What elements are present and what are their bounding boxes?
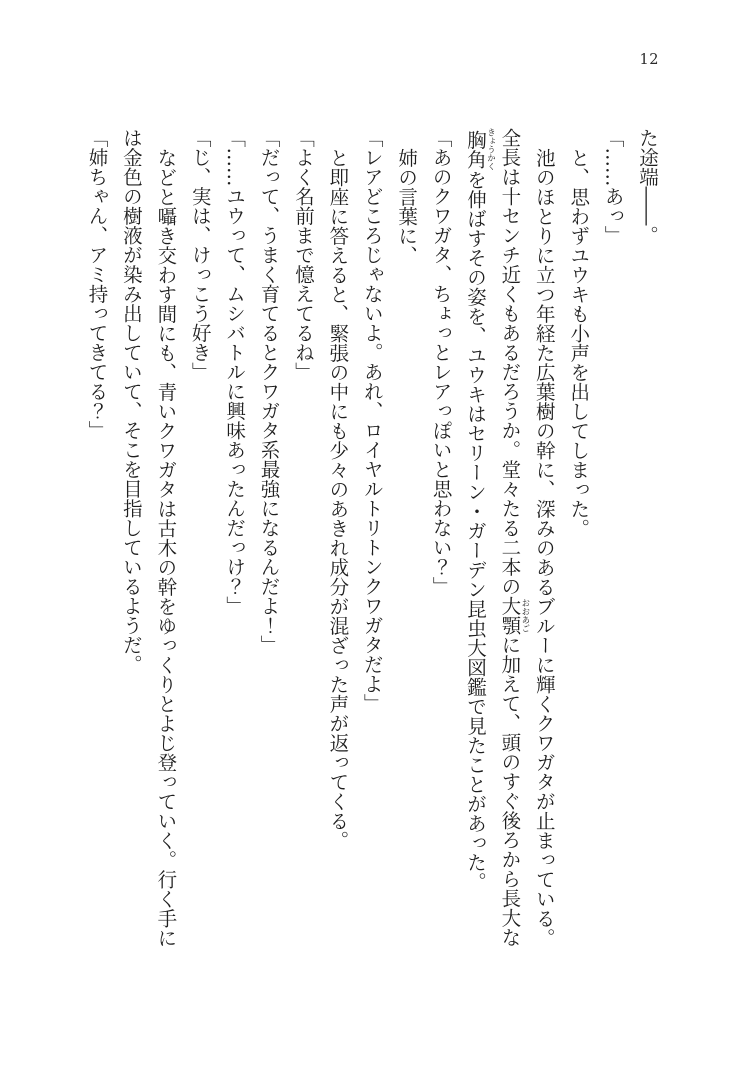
paragraph: 池のほとりに立つ年経た広葉樹の幹に、深みのあるブルーに輝くクワガタが止まっている。全長は十センチ近くもあるだろうか。堂々たる二本の大顎おおあごに加えて、頭のすぐ後ろから長大な胸角きょうかくを伸ばすその姿を、ユウキはセリーン・ガーデン昆虫大図鑑で見たことがあった。 [463, 128, 556, 947]
paragraph: 「……あっ」 [601, 128, 625, 245]
vertical-text-block [79, 128, 664, 950]
paragraph: 「姉ちゃん、アミ持ってきてる？」 [85, 128, 109, 440]
paragraph: た途端――。 [636, 128, 659, 245]
paragraph: 「じ、実は、けっこう好き」 [188, 128, 212, 382]
ruby-annotated-word: 大顎おおあご [498, 596, 530, 635]
page-number: 12 [639, 52, 659, 68]
paragraph: と、思わずユウキも小声を出してしまった。 [567, 147, 591, 538]
paragraph: と即座に答えると、緊張の中にも少々のあきれ成分が混ざった声が返ってくる。 [326, 147, 350, 850]
paragraph: 姉の言葉に、 [395, 147, 419, 265]
paragraph: 「……ユウって、ムシバトルに興味あったんだっけ？」 [223, 128, 247, 616]
paragraph: 「だって、うまく育てるとクワガタ系最強になるんだよ！」 [257, 128, 281, 655]
furigana: おおあご [519, 596, 530, 635]
paragraph: 「よく名前まで憶えてるね」 [291, 128, 315, 382]
paragraph: などと囁き交わす間にも、青いクワガタは古木の幹をゆっくりとよじ登っていく。行く手には金色の樹液が染み出していて、そこを目指しているようだ。 [119, 128, 178, 947]
ruby-annotated-word: 胸角きょうかく [463, 128, 496, 171]
paragraph: 「あのクワガタ、ちょっとレアっぽいと思わない？」 [429, 128, 453, 596]
paragraph: 「レアどころじゃないよ。あれ、ロイヤルトリトンクワガタだよ」 [360, 128, 384, 713]
furigana: きょうかく [485, 128, 496, 171]
